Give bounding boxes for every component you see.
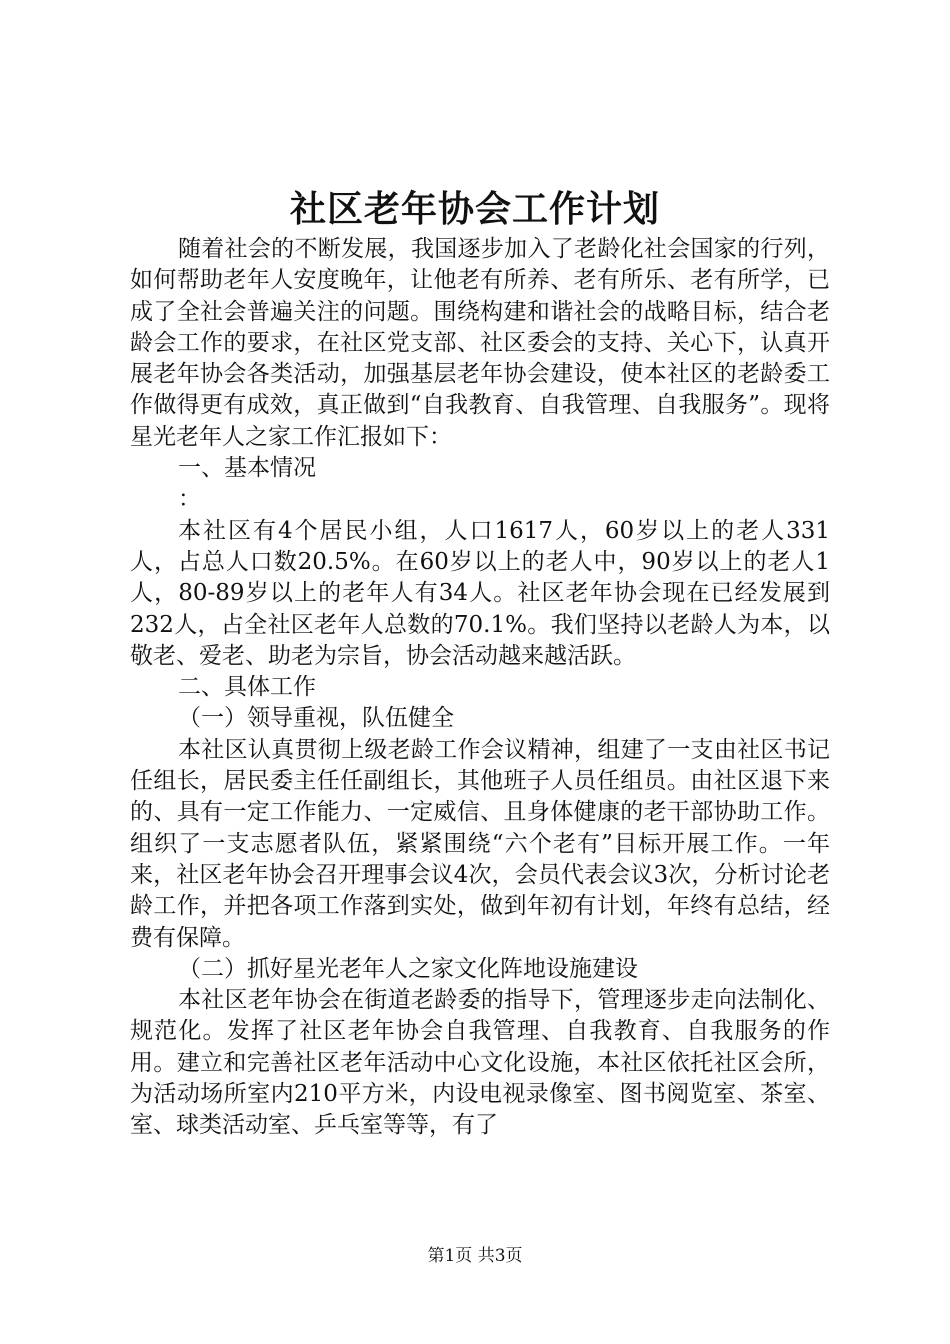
section-heading-work: 二、具体工作 (178, 674, 316, 701)
paragraph-leadership: 本社区认真贯彻上级老龄工作会议精神，组建了一支由社区书记任组长，居民委主任任副组长，其他班子人员任组员。由社区退下来的、具有一定工作能力、一定威信、且身体健康的老干部协助工作。组织了一支志愿者队伍，紧紧围绕“六个老有”目标开展工作。一年来，社区老年协会召开理事会议4次，会员代表会议3次，分析讨论老龄工作，并把各项工作落到实处，做到年初有计划，年终有总结，经费有保障。 (130, 736, 830, 951)
paragraph-facilities: 本社区老年协会在街道老龄委的指导下，管理逐步走向法制化、规范化。发挥了社区老年协会自我管理、自我教育、自我服务的作用。建立和完善社区老年活动中心文化设施，本社区依托社区会所，为活动场所室内210平方米，内设电视录像室、图书阅览室、茶室、室、球类活动室、乒乓室等等，有了 (130, 987, 830, 1139)
document-body (130, 234, 830, 1142)
subsection-heading-facilities: （二）抓好星光老年人之家文化阵地设施建设 (178, 955, 638, 982)
paragraph-colon: ： (178, 486, 201, 513)
paragraph-basic-info: 本社区有4个居民小组，人口1617人，60岁以上的老人331人，占总人口数20.5%。在60岁以上的老人中，90岁以上的老人1人，80-89岁以上的老年人有34人。社区老年协会现在已经发展到232人，占全社区老年人总数的70.1%。我们坚持以老龄人为本，以敬老、爱老、助老为宗旨，协会活动越来越活跃。 (130, 517, 830, 669)
subsection-heading-leadership: （一）领导重视，队伍健全 (178, 705, 454, 732)
section-heading-basic: 一、基本情况 (178, 455, 316, 482)
paragraph-intro: 随着社会的不断发展，我国逐步加入了老龄化社会国家的行列，如何帮助老年人安度晚年，让他老有所养、老有所乐、老有所学，已成了全社会普遍关注的问题。围绕构建和谐社会的战略目标，结合老龄会工作的要求，在社区党支部、社区委会的支持、关心下，认真开展老年协会各类活动，加强基层老年协会建设，使本社区的老龄委工作做得更有成效，真正做到“自我教育、自我管理、自我服务”。现将星光老年人之家工作汇报如下： (130, 236, 830, 450)
document-title: 社区老年协会工作计划 (289, 188, 660, 230)
page-footer: 第1页 共3页 (427, 1246, 523, 1266)
